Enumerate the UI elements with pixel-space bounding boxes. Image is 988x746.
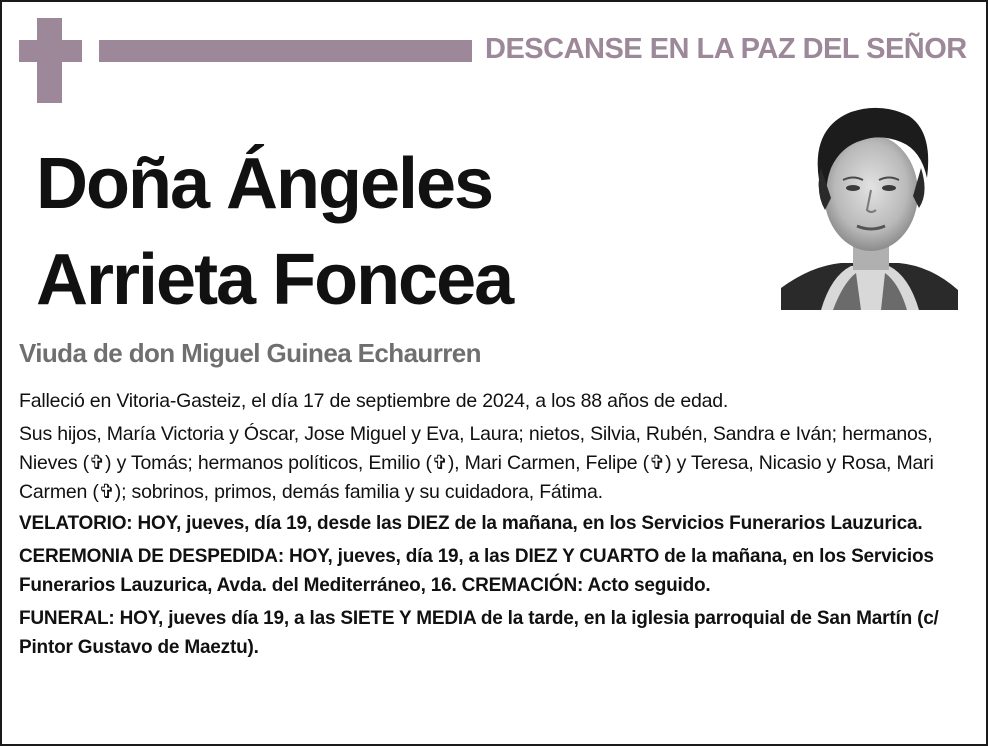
- ceremony-notice: CEREMONIA DE DESPEDIDA: HOY, jueves, día 19, a las DIEZ Y CUARTO de la mañana, en los Servicios Funerarios Lauzurica, Avda. del Mediterráneo, 16. CREMACIÓN: Acto seguido.: [19, 546, 934, 596]
- name-line-1: Doña Ángeles: [36, 144, 493, 224]
- header-rule: [99, 40, 472, 62]
- name-line-2: Arrieta Foncea: [36, 240, 513, 320]
- funeral-notice: FUNERAL: HOY, jueves día 19, a las SIETE Y MEDIA de la tarde, en la iglesia parroquial de San Martín (c/ Pintor Gustavo de Maeztu).: [19, 608, 939, 658]
- obituary-body: [19, 387, 974, 666]
- death-notice: Falleció en Vitoria-Gasteiz, el día 17 de septiembre de 2024, a los 88 años de edad.: [19, 390, 729, 412]
- velatorio-notice: VELATORIO: HOY, jueves, día 19, desde las DIEZ de la mañana, en los Servicios Funerarios Lauzurica.: [19, 513, 923, 534]
- widow-subtitle: Viuda de don Miguel Guinea Echaurren: [19, 338, 481, 368]
- family-list: Sus hijos, María Victoria y Óscar, Jose Miguel y Eva, Laura; nietos, Silvia, Rubén, Sandra e Iván; hermanos, Nieves (✞) y Tomás; hermanos políticos, Emilio (✞), Mari Carmen, Felipe (✞) y Teresa, Nicasio y Rosa, Mari Carmen (✞); sobrinos, primos, demás familia y su cuidadora, Fátima.: [19, 423, 934, 503]
- deceased-name: [36, 136, 512, 328]
- header-title: DESCANSE EN LA PAZ DEL SEÑOR: [485, 33, 967, 65]
- portrait-photo: [781, 98, 958, 310]
